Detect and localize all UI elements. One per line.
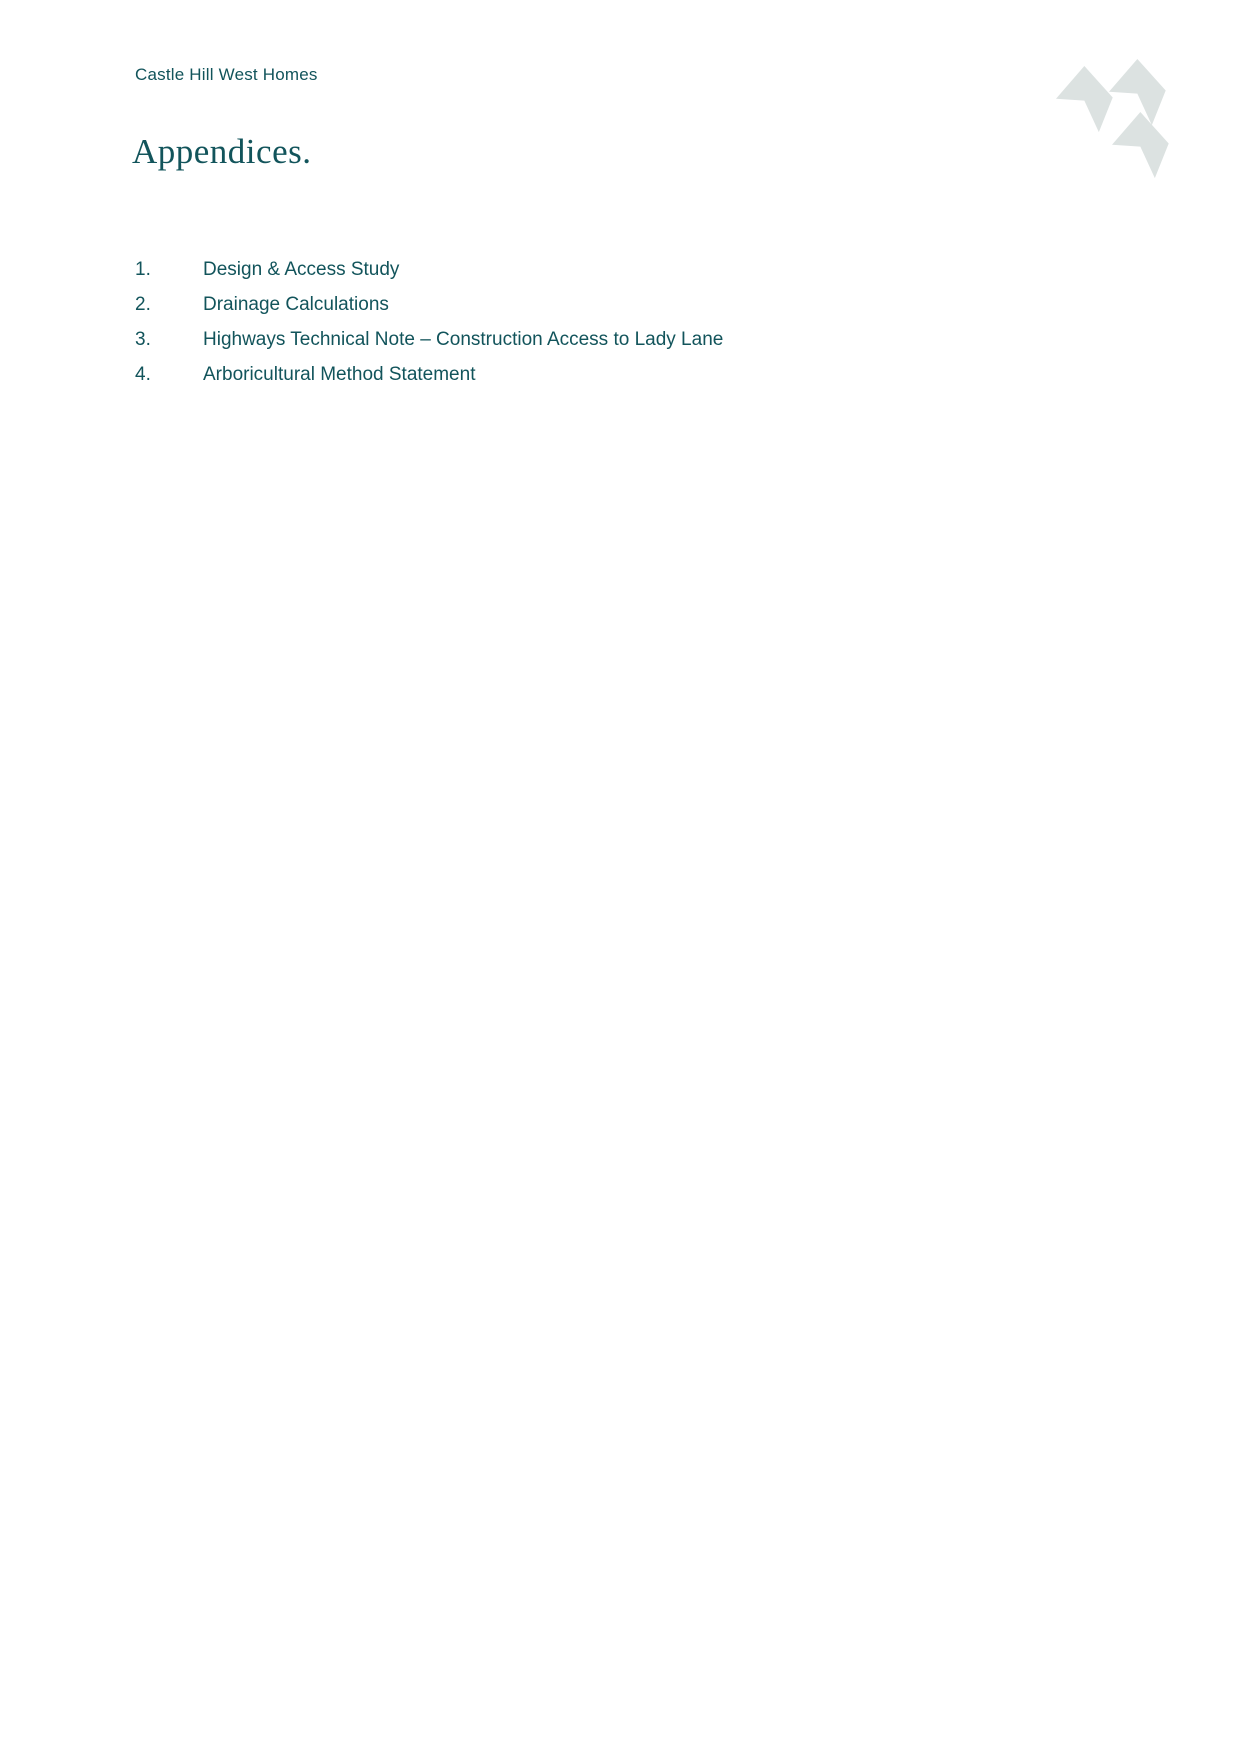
brand-header-text: Castle Hill West Homes <box>135 65 318 84</box>
list-item-label: Design & Access Study <box>203 258 400 280</box>
appendix-list <box>135 252 1035 392</box>
list-item-number: 2. <box>135 293 151 315</box>
list-item-number: 4. <box>135 363 151 385</box>
list-item <box>135 252 1035 287</box>
page-title: Appendices. <box>132 132 312 171</box>
list-item-label: Highways Technical Note – Construction Access to Lady Lane <box>203 328 724 350</box>
list-item-label: Arboricultural Method Statement <box>203 363 476 385</box>
list-item-label: Drainage Calculations <box>203 293 389 315</box>
list-item <box>135 357 1035 392</box>
list-item <box>135 322 1035 357</box>
brand-logo-icon <box>1056 56 1171 181</box>
list-item-number: 3. <box>135 328 151 350</box>
list-item-number: 1. <box>135 258 151 280</box>
list-item <box>135 287 1035 322</box>
